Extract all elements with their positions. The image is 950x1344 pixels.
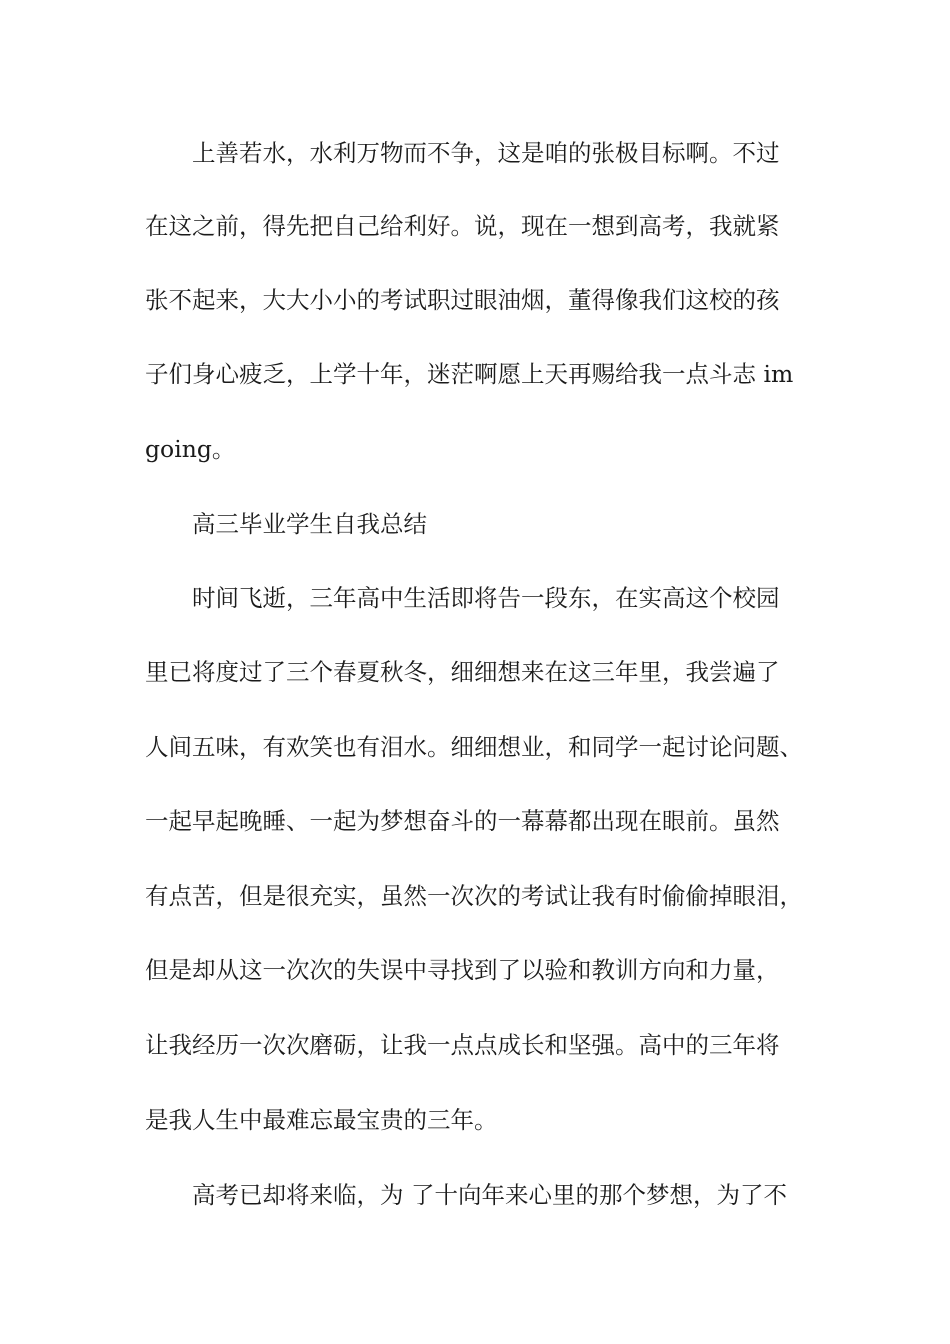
paragraph-line: 是我人生中最难忘最宝贵的三年。 [145,1106,498,1134]
paragraph-line: 高考已却将来临，为 了十向年来心里的那个梦想，为了不 [192,1181,787,1209]
paragraph-line: 时间飞逝，三年高中生活即将告一段东，在实高这个校园 [192,584,780,612]
paragraph-line: 一起早起晚睡、一起为梦想奋斗的一幕幕都出现在眼前。虽然 [145,807,780,835]
paragraph-line: 上善若水，水利万物而不争，这是咱的张极目标啊。不过 [192,139,780,167]
paragraph-line: 但是却从这一次次的失误中寻找到了以验和教训方向和力量， [145,956,780,984]
paragraph-line: 里已将度过了三个春夏秋冬，细细想来在这三年里，我尝遍了 [145,658,780,686]
paragraph-line: 张不起来，大大小小的考试职过眼油烟，董得像我们这校的孩 [145,286,780,314]
paragraph-line: 有点苦，但是很充实，虽然一次次的考试让我有时偷偷掉眼泪， [145,882,803,910]
paragraph-line: 让我经历一次次磨砺，让我一点点成长和坚强。高中的三年将 [145,1031,780,1059]
paragraph-line: going。 [145,435,236,463]
section-heading: 高三毕业学生自我总结 [192,510,427,538]
paragraph-line: 子们身心疲乏，上学十年，迷茫啊愿上天再赐给我一点斗志 im [145,360,794,388]
paragraph-line: 人间五味，有欢笑也有泪水。细细想业，和同学一起讨论问题、 [145,733,803,761]
paragraph-line: 在这之前，得先把自己给利好。说，现在一想到高考，我就紧 [145,212,780,240]
